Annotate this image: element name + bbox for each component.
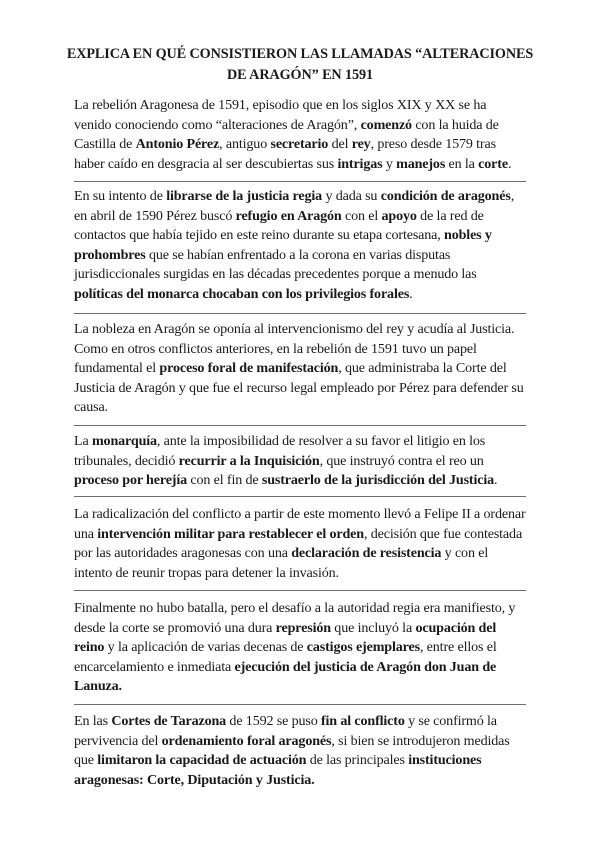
bold-text: rey: [351, 136, 371, 153]
text-run: y se confirmó la pervivencia del: [74, 713, 497, 749]
bold-text: corte: [478, 155, 508, 172]
bold-text: nobles y prohombres: [74, 227, 492, 263]
text-run: , en abril de 1590 Pérez buscó: [74, 188, 515, 224]
bold-text: fin al conflicto: [321, 713, 405, 729]
text-run: En las: [74, 713, 112, 729]
bold-text: declaración de resistencia: [291, 545, 442, 562]
text-run: , entre ellos el encarcelamiento e inmediata: [74, 639, 497, 675]
text-run: Finalmente no hubo batalla, pero el desafío a la autoridad regia era manifiesto, y desde la corte se promovió una dura: [74, 600, 516, 636]
bold-text: sustraerlo de la jurisdicción del Justicia: [261, 472, 495, 489]
bold-text: librarse de la justicia regia: [166, 188, 323, 204]
bold-text: recurrir a la Inquisición: [178, 452, 320, 469]
bold-text: proceso por herejía: [74, 472, 188, 489]
paragraph-5: [74, 505, 526, 583]
bold-text: intervención militar para restablecer el orden: [97, 525, 364, 542]
text-run: de la red de contactos que había tejido en este reino durante su etapa cortesana,: [74, 207, 484, 244]
bold-text: limitaron la capacidad de actuación: [97, 752, 307, 769]
text-run: .: [494, 472, 498, 489]
text-run: , que administraba la Corte del Justicia de Aragón y que fue el recurso legal empleado por Pérez para defender su causa.: [74, 360, 524, 416]
text-run: La rebelión Aragonesa de 1591, episodio que en los siglos XIX y XX se ha venido conociendo como “alteraciones de Aragón”,: [74, 97, 487, 133]
bold-text: intrigas: [337, 155, 383, 172]
separator-line: [74, 425, 526, 426]
bold-text: Cortes de Tarazona: [111, 713, 227, 729]
text-run: y: [382, 155, 397, 172]
bold-text: ocupación del reino: [74, 619, 497, 656]
paragraph-7: [74, 712, 526, 790]
text-run: en la: [445, 155, 479, 172]
text-run: , antiguo: [219, 136, 271, 153]
separator-line: [74, 313, 526, 314]
text-run: , preso desde 1579 tras haber caído en desgracia al ser descubiertas sus: [74, 136, 496, 172]
text-run: En su intento de: [74, 188, 167, 204]
text-run: que se habían enfrentado a la corona en varias disputas jurisdiccionales surgidas en las décadas precedentes porque a menudo las: [74, 246, 477, 283]
text-run: La: [74, 433, 92, 449]
paragraph-3: [74, 320, 526, 418]
bold-text: comenzó: [360, 116, 412, 133]
text-run: de las principales: [306, 752, 409, 769]
title-line-1: EXPLICA EN QUÉ CONSISTIERON LAS LLAMADAS “ALTERACIONES: [66, 46, 534, 62]
text-run: con el fin de: [187, 472, 262, 489]
text-run: .: [409, 285, 413, 302]
bold-text: secretario: [270, 136, 329, 153]
bold-text: represión: [275, 619, 331, 636]
bold-text: instituciones aragonesas: Corte, Diputación y Justicia.: [74, 752, 482, 788]
paragraph-4: [74, 432, 526, 491]
bold-text: monarquía: [91, 433, 157, 449]
text-run: , que instruyó contra el reo un: [319, 452, 484, 469]
text-run: y la aplicación de varias decenas de: [104, 639, 307, 656]
bold-text: condición de aragonés: [380, 188, 511, 204]
text-run: con el: [341, 207, 382, 224]
separator-line: [74, 590, 526, 591]
paragraph-6: [74, 599, 526, 697]
bold-text: ordenamiento foral aragonés: [161, 732, 332, 749]
separator-line: [74, 496, 526, 497]
text-run: que incluyó la: [330, 619, 416, 636]
separator-line: [74, 704, 526, 705]
text-run: La nobleza en Aragón se oponía al intervencionismo del rey y acudía al Justicia. Como en otros conflictos anteriores, en la rebelión de 1591 tuvo un papel fundamental el: [74, 321, 515, 377]
document-title: [60, 44, 540, 86]
text-run: con la huida de Castilla de: [74, 116, 499, 153]
paragraph-2: [74, 187, 526, 305]
bold-text: Antonio Pérez: [135, 136, 220, 153]
text-run: y dada su: [322, 188, 381, 204]
separator-line: [74, 181, 526, 182]
bold-text: políticas del monarca chocaban con los privilegios forales: [74, 285, 410, 302]
text-run: La radicalización del conflicto a partir de este momento llevó a Felipe II a ordenar una: [74, 506, 526, 542]
bold-text: refugio en Aragón: [235, 207, 342, 224]
text-run: , decisión que fue contestada por las autoridades aragonesas con una: [74, 525, 523, 562]
bold-text: apoyo: [381, 207, 417, 224]
bold-text: castigos ejemplares: [306, 639, 420, 656]
text-run: .: [507, 155, 512, 172]
paragraph-1: [74, 96, 526, 174]
bold-text: ejecución del justicia de Aragón don Juan de Lanuza.: [74, 658, 497, 695]
text-run: , si bien se introdujeron medidas que: [74, 732, 510, 769]
text-run: , ante la imposibilidad de resolver a su favor el litigio en los tribunales, decidió: [74, 433, 486, 469]
text-run: del: [328, 136, 352, 153]
title-line-2: DE ARAGÓN” EN 1591: [227, 67, 373, 83]
text-run: y con el intento de reunir tropas para detener la invasión.: [74, 545, 489, 581]
bold-text: manejos: [396, 155, 446, 172]
bold-text: proceso foral de manifestación: [159, 360, 339, 377]
text-run: de 1592 se puso: [226, 713, 321, 729]
